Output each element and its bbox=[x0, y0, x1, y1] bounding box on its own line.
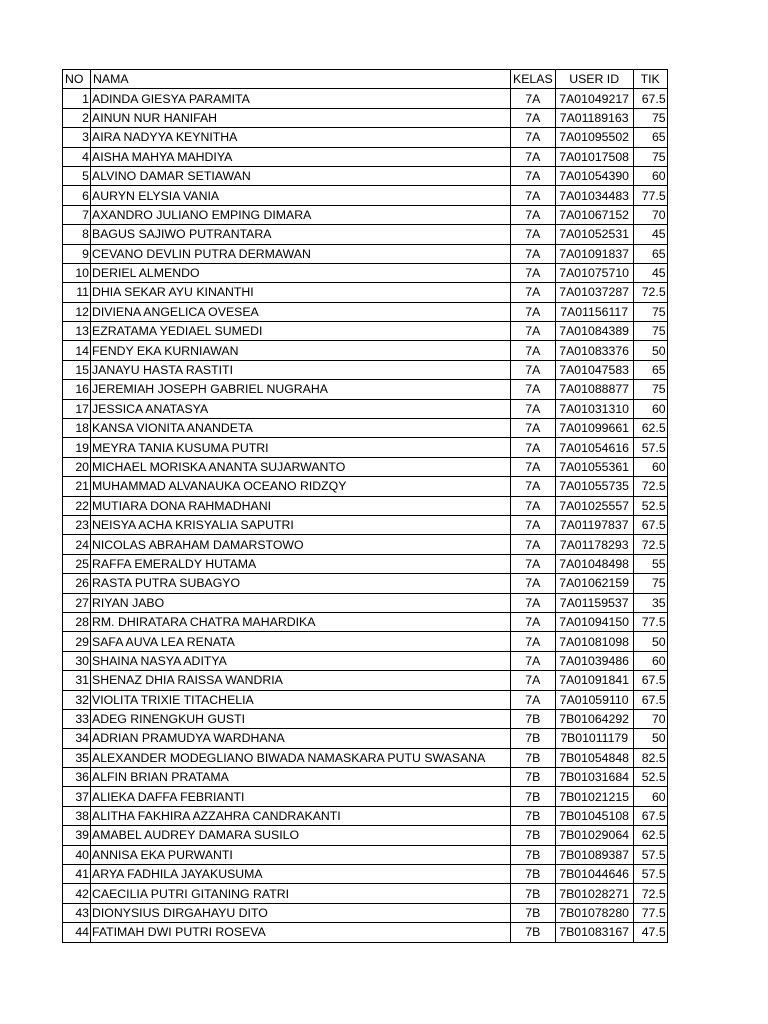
cell-no: 27 bbox=[63, 593, 91, 612]
table-row bbox=[63, 748, 668, 767]
cell-no: 15 bbox=[63, 360, 91, 379]
cell-no: 10 bbox=[63, 263, 91, 282]
cell-no: 37 bbox=[63, 787, 91, 806]
cell-tik: 75 bbox=[633, 322, 667, 341]
cell-kelas: 7A bbox=[511, 380, 556, 399]
cell-tik: 72.5 bbox=[633, 477, 667, 496]
cell-tik: 60 bbox=[633, 399, 667, 418]
cell-tik: 57.5 bbox=[633, 438, 667, 457]
cell-nama: NICOLAS ABRAHAM DAMARSTOWO bbox=[91, 535, 511, 554]
cell-tik: 60 bbox=[633, 457, 667, 476]
cell-user-id: 7A01189163 bbox=[555, 108, 633, 127]
cell-user-id: 7A01091841 bbox=[555, 671, 633, 690]
cell-kelas: 7B bbox=[511, 865, 556, 884]
cell-nama: AURYN ELYSIA VANIA bbox=[91, 186, 511, 205]
cell-tik: 65 bbox=[633, 360, 667, 379]
table-row bbox=[63, 496, 668, 515]
cell-tik: 75 bbox=[633, 147, 667, 166]
cell-no: 44 bbox=[63, 923, 91, 942]
cell-tik: 75 bbox=[633, 302, 667, 321]
cell-kelas: 7B bbox=[511, 884, 556, 903]
cell-no: 14 bbox=[63, 341, 91, 360]
cell-tik: 45 bbox=[633, 263, 667, 282]
cell-no: 18 bbox=[63, 419, 91, 438]
table-row bbox=[63, 690, 668, 709]
cell-tik: 45 bbox=[633, 225, 667, 244]
cell-no: 29 bbox=[63, 632, 91, 651]
cell-no: 16 bbox=[63, 380, 91, 399]
table-row bbox=[63, 612, 668, 631]
cell-no: 35 bbox=[63, 748, 91, 767]
cell-user-id: 7A01095502 bbox=[555, 128, 633, 147]
cell-nama: MUTIARA DONA RAHMADHANI bbox=[91, 496, 511, 515]
table-row bbox=[63, 574, 668, 593]
cell-nama: CAECILIA PUTRI GITANING RATRI bbox=[91, 884, 511, 903]
cell-nama: AIRA NADYYA KEYNITHA bbox=[91, 128, 511, 147]
table-body bbox=[63, 89, 668, 942]
cell-kelas: 7A bbox=[511, 283, 556, 302]
cell-user-id: 7A01091837 bbox=[555, 244, 633, 263]
cell-tik: 47.5 bbox=[633, 923, 667, 942]
cell-user-id: 7A01062159 bbox=[555, 574, 633, 593]
table-row bbox=[63, 360, 668, 379]
cell-no: 39 bbox=[63, 826, 91, 845]
cell-no: 3 bbox=[63, 128, 91, 147]
table-row bbox=[63, 806, 668, 825]
cell-tik: 75 bbox=[633, 574, 667, 593]
cell-no: 32 bbox=[63, 690, 91, 709]
cell-kelas: 7A bbox=[511, 263, 556, 282]
cell-tik: 67.5 bbox=[633, 515, 667, 534]
cell-user-id: 7A01025557 bbox=[555, 496, 633, 515]
cell-user-id: 7B01011179 bbox=[555, 729, 633, 748]
cell-user-id: 7A01081098 bbox=[555, 632, 633, 651]
cell-no: 5 bbox=[63, 166, 91, 185]
cell-user-id: 7A01075710 bbox=[555, 263, 633, 282]
cell-no: 42 bbox=[63, 884, 91, 903]
cell-no: 40 bbox=[63, 845, 91, 864]
cell-kelas: 7B bbox=[511, 729, 556, 748]
cell-user-id: 7A01054616 bbox=[555, 438, 633, 457]
cell-nama: SHENAZ DHIA RAISSA WANDRIA bbox=[91, 671, 511, 690]
cell-tik: 60 bbox=[633, 651, 667, 670]
cell-tik: 50 bbox=[633, 729, 667, 748]
cell-user-id: 7A01055361 bbox=[555, 457, 633, 476]
table-row bbox=[63, 787, 668, 806]
cell-kelas: 7A bbox=[511, 244, 556, 263]
table-row bbox=[63, 554, 668, 573]
cell-nama: RAFFA EMERALDY HUTAMA bbox=[91, 554, 511, 573]
cell-nama: ALVINO DAMAR SETIAWAN bbox=[91, 166, 511, 185]
header-kelas: KELAS bbox=[511, 70, 556, 89]
cell-user-id: 7B01021215 bbox=[555, 787, 633, 806]
cell-no: 11 bbox=[63, 283, 91, 302]
cell-no: 9 bbox=[63, 244, 91, 263]
cell-nama: AINUN NUR HANIFAH bbox=[91, 108, 511, 127]
table-row bbox=[63, 263, 668, 282]
table-row bbox=[63, 186, 668, 205]
cell-kelas: 7A bbox=[511, 457, 556, 476]
cell-kelas: 7A bbox=[511, 147, 556, 166]
header-row bbox=[63, 70, 668, 89]
header-no: NO bbox=[63, 70, 91, 89]
cell-kelas: 7A bbox=[511, 671, 556, 690]
cell-tik: 70 bbox=[633, 205, 667, 224]
cell-kelas: 7B bbox=[511, 748, 556, 767]
table-row bbox=[63, 671, 668, 690]
cell-kelas: 7A bbox=[511, 651, 556, 670]
cell-tik: 67.5 bbox=[633, 89, 667, 108]
cell-user-id: 7A01052531 bbox=[555, 225, 633, 244]
cell-nama: BAGUS SAJIWO PUTRANTARA bbox=[91, 225, 511, 244]
table-row bbox=[63, 515, 668, 534]
table-row bbox=[63, 865, 668, 884]
cell-nama: RIYAN JABO bbox=[91, 593, 511, 612]
cell-user-id: 7B01029064 bbox=[555, 826, 633, 845]
cell-tik: 67.5 bbox=[633, 690, 667, 709]
cell-tik: 62.5 bbox=[633, 826, 667, 845]
cell-user-id: 7A01084389 bbox=[555, 322, 633, 341]
cell-nama: ADEG RINENGKUH GUSTI bbox=[91, 709, 511, 728]
cell-tik: 75 bbox=[633, 380, 667, 399]
cell-nama: ALIEKA DAFFA FEBRIANTI bbox=[91, 787, 511, 806]
cell-no: 22 bbox=[63, 496, 91, 515]
table-row bbox=[63, 477, 668, 496]
student-score-table bbox=[62, 69, 668, 943]
cell-tik: 77.5 bbox=[633, 612, 667, 631]
cell-nama: JESSICA ANATASYA bbox=[91, 399, 511, 418]
table-row bbox=[63, 147, 668, 166]
table-row bbox=[63, 322, 668, 341]
cell-kelas: 7A bbox=[511, 205, 556, 224]
cell-user-id: 7A01094150 bbox=[555, 612, 633, 631]
cell-nama: KANSA VIONITA ANANDETA bbox=[91, 419, 511, 438]
table-row bbox=[63, 632, 668, 651]
cell-user-id: 7B01031684 bbox=[555, 768, 633, 787]
cell-nama: ALITHA FAKHIRA AZZAHRA CANDRAKANTI bbox=[91, 806, 511, 825]
cell-tik: 60 bbox=[633, 787, 667, 806]
table-row bbox=[63, 283, 668, 302]
cell-nama: EZRATAMA YEDIAEL SUMEDI bbox=[91, 322, 511, 341]
cell-tik: 62.5 bbox=[633, 419, 667, 438]
cell-nama: AMABEL AUDREY DAMARA SUSILO bbox=[91, 826, 511, 845]
cell-kelas: 7B bbox=[511, 709, 556, 728]
cell-no: 38 bbox=[63, 806, 91, 825]
cell-user-id: 7A01067152 bbox=[555, 205, 633, 224]
cell-tik: 50 bbox=[633, 632, 667, 651]
table-row bbox=[63, 89, 668, 108]
cell-user-id: 7A01017508 bbox=[555, 147, 633, 166]
table-row bbox=[63, 244, 668, 263]
cell-kelas: 7A bbox=[511, 108, 556, 127]
cell-user-id: 7A01197837 bbox=[555, 515, 633, 534]
cell-tik: 35 bbox=[633, 593, 667, 612]
cell-tik: 52.5 bbox=[633, 768, 667, 787]
cell-kelas: 7B bbox=[511, 923, 556, 942]
cell-user-id: 7A01099661 bbox=[555, 419, 633, 438]
cell-no: 4 bbox=[63, 147, 91, 166]
cell-tik: 65 bbox=[633, 128, 667, 147]
cell-user-id: 7B01089387 bbox=[555, 845, 633, 864]
cell-no: 25 bbox=[63, 554, 91, 573]
cell-nama: FATIMAH DWI PUTRI ROSEVA bbox=[91, 923, 511, 942]
cell-kelas: 7A bbox=[511, 341, 556, 360]
cell-user-id: 7B01078280 bbox=[555, 903, 633, 922]
table-row bbox=[63, 709, 668, 728]
cell-no: 7 bbox=[63, 205, 91, 224]
cell-tik: 57.5 bbox=[633, 865, 667, 884]
cell-user-id: 7B01083167 bbox=[555, 923, 633, 942]
cell-no: 41 bbox=[63, 865, 91, 884]
cell-user-id: 7A01054390 bbox=[555, 166, 633, 185]
cell-kelas: 7A bbox=[511, 166, 556, 185]
cell-nama: DIVIENA ANGELICA OVESEA bbox=[91, 302, 511, 321]
table-row bbox=[63, 903, 668, 922]
cell-nama: DERIEL ALMENDO bbox=[91, 263, 511, 282]
cell-user-id: 7A01039486 bbox=[555, 651, 633, 670]
table-row bbox=[63, 923, 668, 942]
table-row bbox=[63, 419, 668, 438]
cell-nama: MEYRA TANIA KUSUMA PUTRI bbox=[91, 438, 511, 457]
cell-no: 26 bbox=[63, 574, 91, 593]
cell-user-id: 7A01031310 bbox=[555, 399, 633, 418]
cell-tik: 57.5 bbox=[633, 845, 667, 864]
cell-no: 43 bbox=[63, 903, 91, 922]
cell-user-id: 7A01159537 bbox=[555, 593, 633, 612]
cell-kelas: 7A bbox=[511, 515, 556, 534]
table-row bbox=[63, 651, 668, 670]
table-row bbox=[63, 438, 668, 457]
cell-kelas: 7A bbox=[511, 593, 556, 612]
cell-tik: 72.5 bbox=[633, 884, 667, 903]
cell-no: 6 bbox=[63, 186, 91, 205]
cell-nama: MICHAEL MORISKA ANANTA SUJARWANTO bbox=[91, 457, 511, 476]
cell-kelas: 7A bbox=[511, 574, 556, 593]
cell-tik: 72.5 bbox=[633, 535, 667, 554]
cell-nama: RASTA PUTRA SUBAGYO bbox=[91, 574, 511, 593]
cell-kelas: 7A bbox=[511, 128, 556, 147]
table-row bbox=[63, 884, 668, 903]
cell-no: 21 bbox=[63, 477, 91, 496]
cell-user-id: 7A01037287 bbox=[555, 283, 633, 302]
cell-user-id: 7A01048498 bbox=[555, 554, 633, 573]
cell-nama: RM. DHIRATARA CHATRA MAHARDIKA bbox=[91, 612, 511, 631]
cell-no: 28 bbox=[63, 612, 91, 631]
cell-tik: 50 bbox=[633, 341, 667, 360]
cell-tik: 75 bbox=[633, 108, 667, 127]
cell-nama: FENDY EKA KURNIAWAN bbox=[91, 341, 511, 360]
cell-user-id: 7A01088877 bbox=[555, 380, 633, 399]
cell-nama: SAFA AUVA LEA RENATA bbox=[91, 632, 511, 651]
cell-user-id: 7A01055735 bbox=[555, 477, 633, 496]
cell-no: 24 bbox=[63, 535, 91, 554]
table-row bbox=[63, 845, 668, 864]
cell-kelas: 7A bbox=[511, 225, 556, 244]
cell-no: 17 bbox=[63, 399, 91, 418]
cell-user-id: 7A01049217 bbox=[555, 89, 633, 108]
cell-nama: AXANDRO JULIANO EMPING DIMARA bbox=[91, 205, 511, 224]
cell-no: 8 bbox=[63, 225, 91, 244]
cell-tik: 82.5 bbox=[633, 748, 667, 767]
table-row bbox=[63, 205, 668, 224]
cell-tik: 65 bbox=[633, 244, 667, 263]
cell-tik: 67.5 bbox=[633, 806, 667, 825]
cell-kelas: 7A bbox=[511, 360, 556, 379]
cell-kelas: 7A bbox=[511, 612, 556, 631]
cell-no: 19 bbox=[63, 438, 91, 457]
cell-kelas: 7A bbox=[511, 419, 556, 438]
cell-tik: 55 bbox=[633, 554, 667, 573]
cell-kelas: 7A bbox=[511, 186, 556, 205]
cell-kelas: 7A bbox=[511, 690, 556, 709]
cell-nama: JANAYU HASTA RASTITI bbox=[91, 360, 511, 379]
cell-tik: 72.5 bbox=[633, 283, 667, 302]
cell-nama: NEISYA ACHA KRISYALIA SAPUTRI bbox=[91, 515, 511, 534]
cell-kelas: 7B bbox=[511, 826, 556, 845]
header-tik: TIK bbox=[633, 70, 667, 89]
table-row bbox=[63, 128, 668, 147]
cell-nama: ADRIAN PRAMUDYA WARDHANA bbox=[91, 729, 511, 748]
cell-no: 13 bbox=[63, 322, 91, 341]
cell-no: 31 bbox=[63, 671, 91, 690]
cell-kelas: 7A bbox=[511, 89, 556, 108]
table-row bbox=[63, 399, 668, 418]
cell-no: 34 bbox=[63, 729, 91, 748]
cell-nama: VIOLITA TRIXIE TITACHELIA bbox=[91, 690, 511, 709]
cell-user-id: 7B01044646 bbox=[555, 865, 633, 884]
cell-nama: SHAINA NASYA ADITYA bbox=[91, 651, 511, 670]
table-row bbox=[63, 108, 668, 127]
table-row bbox=[63, 380, 668, 399]
cell-tik: 52.5 bbox=[633, 496, 667, 515]
cell-nama: ALEXANDER MODEGLIANO BIWADA NAMASKARA PUTU SWASANA bbox=[91, 748, 511, 767]
cell-nama: ARYA FADHILA JAYAKUSUMA bbox=[91, 865, 511, 884]
cell-nama: ADINDA GIESYA PARAMITA bbox=[91, 89, 511, 108]
cell-kelas: 7A bbox=[511, 322, 556, 341]
cell-kelas: 7B bbox=[511, 845, 556, 864]
header-user-id: USER ID bbox=[555, 70, 633, 89]
cell-user-id: 7B01054848 bbox=[555, 748, 633, 767]
cell-nama: MUHAMMAD ALVANAUKA OCEANO RIDZQY bbox=[91, 477, 511, 496]
cell-kelas: 7A bbox=[511, 632, 556, 651]
cell-kelas: 7A bbox=[511, 477, 556, 496]
cell-tik: 77.5 bbox=[633, 186, 667, 205]
cell-no: 2 bbox=[63, 108, 91, 127]
cell-kelas: 7A bbox=[511, 399, 556, 418]
cell-no: 12 bbox=[63, 302, 91, 321]
cell-tik: 77.5 bbox=[633, 903, 667, 922]
table-row bbox=[63, 593, 668, 612]
table-row bbox=[63, 225, 668, 244]
cell-user-id: 7A01034483 bbox=[555, 186, 633, 205]
table-row bbox=[63, 729, 668, 748]
cell-user-id: 7B01028271 bbox=[555, 884, 633, 903]
cell-kelas: 7A bbox=[511, 438, 556, 457]
cell-nama: ANNISA EKA PURWANTI bbox=[91, 845, 511, 864]
cell-nama: JEREMIAH JOSEPH GABRIEL NUGRAHA bbox=[91, 380, 511, 399]
cell-tik: 67.5 bbox=[633, 671, 667, 690]
table-row bbox=[63, 826, 668, 845]
table-row bbox=[63, 768, 668, 787]
cell-user-id: 7A01178293 bbox=[555, 535, 633, 554]
cell-user-id: 7B01045108 bbox=[555, 806, 633, 825]
cell-user-id: 7A01059110 bbox=[555, 690, 633, 709]
cell-tik: 60 bbox=[633, 166, 667, 185]
table-row bbox=[63, 341, 668, 360]
cell-kelas: 7A bbox=[511, 535, 556, 554]
cell-user-id: 7B01064292 bbox=[555, 709, 633, 728]
cell-kelas: 7B bbox=[511, 768, 556, 787]
cell-kelas: 7B bbox=[511, 806, 556, 825]
cell-kelas: 7A bbox=[511, 554, 556, 573]
cell-user-id: 7A01047583 bbox=[555, 360, 633, 379]
cell-user-id: 7A01156117 bbox=[555, 302, 633, 321]
cell-nama: DIONYSIUS DIRGAHAYU DITO bbox=[91, 903, 511, 922]
cell-nama: AISHA MAHYA MAHDIYA bbox=[91, 147, 511, 166]
cell-no: 30 bbox=[63, 651, 91, 670]
cell-no: 20 bbox=[63, 457, 91, 476]
table-row bbox=[63, 457, 668, 476]
cell-no: 36 bbox=[63, 768, 91, 787]
cell-nama: DHIA SEKAR AYU KINANTHI bbox=[91, 283, 511, 302]
cell-no: 33 bbox=[63, 709, 91, 728]
cell-kelas: 7B bbox=[511, 787, 556, 806]
table-row bbox=[63, 535, 668, 554]
cell-nama: ALFIN BRIAN PRATAMA bbox=[91, 768, 511, 787]
cell-no: 1 bbox=[63, 89, 91, 108]
cell-kelas: 7A bbox=[511, 496, 556, 515]
cell-tik: 70 bbox=[633, 709, 667, 728]
cell-kelas: 7A bbox=[511, 302, 556, 321]
header-nama: NAMA bbox=[91, 70, 511, 89]
cell-user-id: 7A01083376 bbox=[555, 341, 633, 360]
cell-no: 23 bbox=[63, 515, 91, 534]
cell-nama: CEVANO DEVLIN PUTRA DERMAWAN bbox=[91, 244, 511, 263]
table-row bbox=[63, 166, 668, 185]
cell-kelas: 7B bbox=[511, 903, 556, 922]
table-row bbox=[63, 302, 668, 321]
